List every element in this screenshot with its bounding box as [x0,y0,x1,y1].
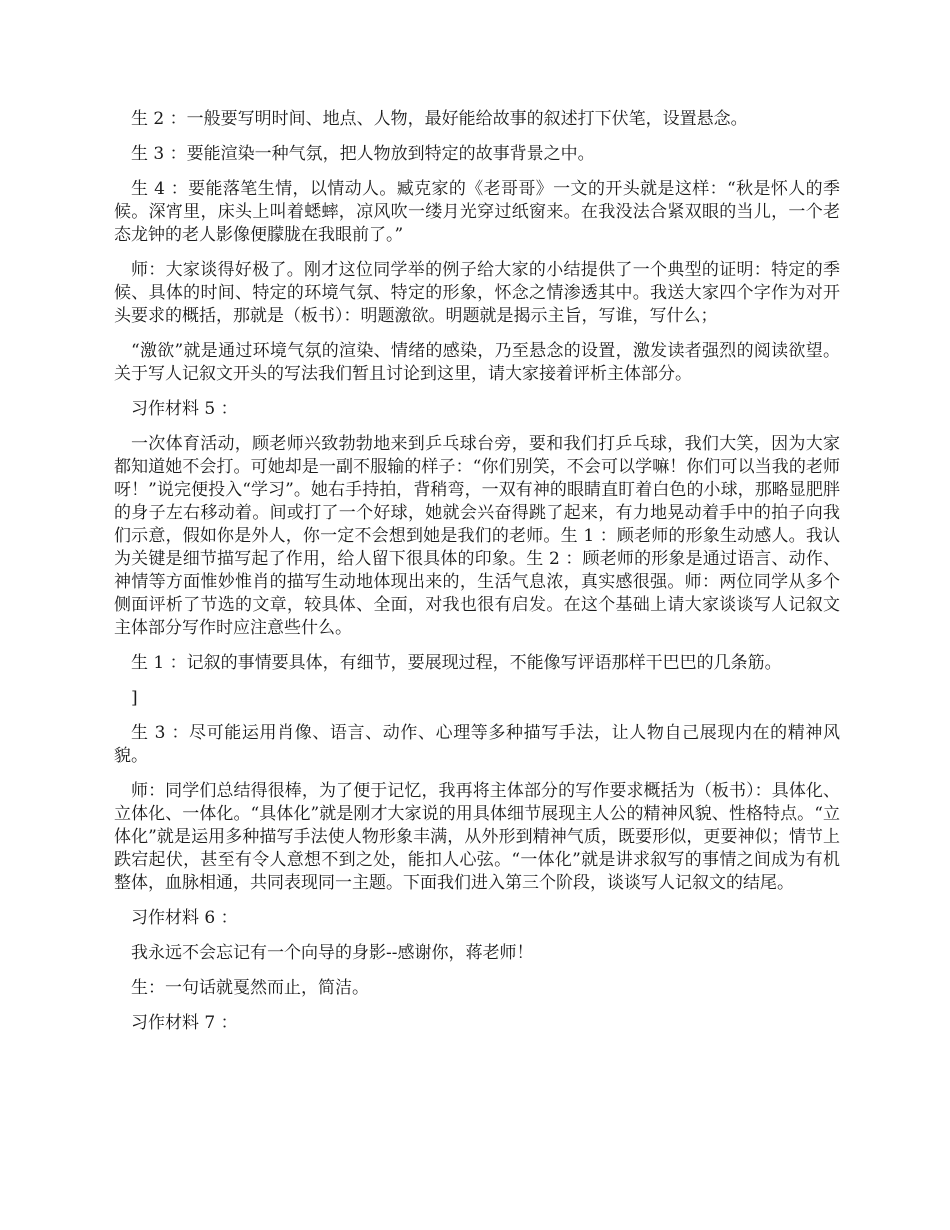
paragraph-student-comment: 生：一句话就戛然而止，简洁。 [131,978,369,998]
paragraph-teacher-opening: 师：大家谈得好极了。刚才这位同学举的例子给大家的小结提供了一个典型的证明：特定的季候、具体的时间、特定的环境气氛、特定的形象，怀念之情渗透其中。我送大家四个字作为对开头要求的概括，那就是（板书）：明题激欲。明题就是揭示主旨，写谁，写什么； [114,260,840,326]
paragraph-student4: 生 4 ：要能落笔生情，以情动人。臧克家的《老哥哥》一文的开头就是这样：“秋是怀人的季候。深宵里，床头上叫着蟋蟀，凉风吹一缕月光穿过纸窗来。在我没法合紧双眼的当儿，一个老态龙钟的老人影像便朦胧在我眼前了。” [114,179,840,245]
paragraph-bracket: ] [131,688,138,708]
paragraph-teacher-body: 师：同学们总结得很棒，为了便于记忆，我再将主体部分的写作要求概括为（板书）：具体化、立体化、一体化。“具体化”就是刚才大家说的用具体细节展现主人公的精神风貌、性格特点。“立体化”就是运用多种描写手法使人物形象丰满，从外形到精神气质，既要形似，更要神似；情节上跌宕起伏，甚至有令人意想不到之处，能扣人心弦。“一体化”就是讲求叙写的事情之间成为有机整体，血脉相通，共同表现同一主题。下面我们进入第三个阶段，谈谈写人记叙文的结尾。 [114,781,840,893]
heading-material-5: 习作材料 5 ： [131,399,238,419]
paragraph-material-5: 一次体育活动，顾老师兴致勃勃地来到乒乓球台旁，要和我们打乒乓球，我们大笑，因为大家都知道她不会打。可她却是一副不服输的样子：“你们别笑，不会可以学嘛！你们可以当我的老师呀！”说完便投入“学习”。她右手持拍，背稍弯，一双有神的眼睛直盯着白色的小球，那略显肥胖的身子左右移动着。间或打了一个好球，她就会兴奋得跳了起来，有力地晃动着手中的拍子向我们示意，假如你是外人，你一定不会想到她是我们的老师。生 1 ：顾老师的形象生动感人。我认为关键是细节描写起了作用，给人留下很具体的印象。生 2 ：顾老师的形象是通过语言、动作、神情等方面惟妙惟肖的描写生动地体现出来的，生活气息浓，真实感很强。师：两位同学从多个侧面评析了节选的文章，较具体、全面，对我也很有启发。在这个基础上请大家谈谈写人记叙文主体部分写作时应注意些什么。 [114,434,840,638]
paragraph-jiyu: “激欲”就是通过环境气氛的渲染、情绪的感染，乃至悬念的设置，激发读者强烈的阅读欲望。关于写人记叙文开头的写法我们暂且讨论到这里，请大家接着评析主体部分。 [114,341,840,384]
paragraph-student3: 生 3 ：要能渲染一种气氛，把人物放到特定的故事背景之中。 [131,144,595,164]
heading-material-7: 习作材料 7 ： [131,1013,238,1033]
paragraph-student3-body: 生 3 ：尽可能运用肖像、语言、动作、心理等多种描写手法，让人物自己展现内在的精神风貌。 [114,723,840,766]
paragraph-student1: 生 1 ：记叙的事情要具体，有细节，要展现过程，不能像写评语那样干巴巴的几条筋。 [131,653,782,673]
paragraph-student2: 生 2 ：一般要写明时间、地点、人物，最好能给故事的叙述打下伏笔，设置悬念。 [131,109,748,129]
heading-material-6: 习作材料 6 ： [131,908,238,928]
paragraph-material-6: 我永远不会忘记有一个向导的身影--感谢你，蒋老师！ [131,943,534,963]
